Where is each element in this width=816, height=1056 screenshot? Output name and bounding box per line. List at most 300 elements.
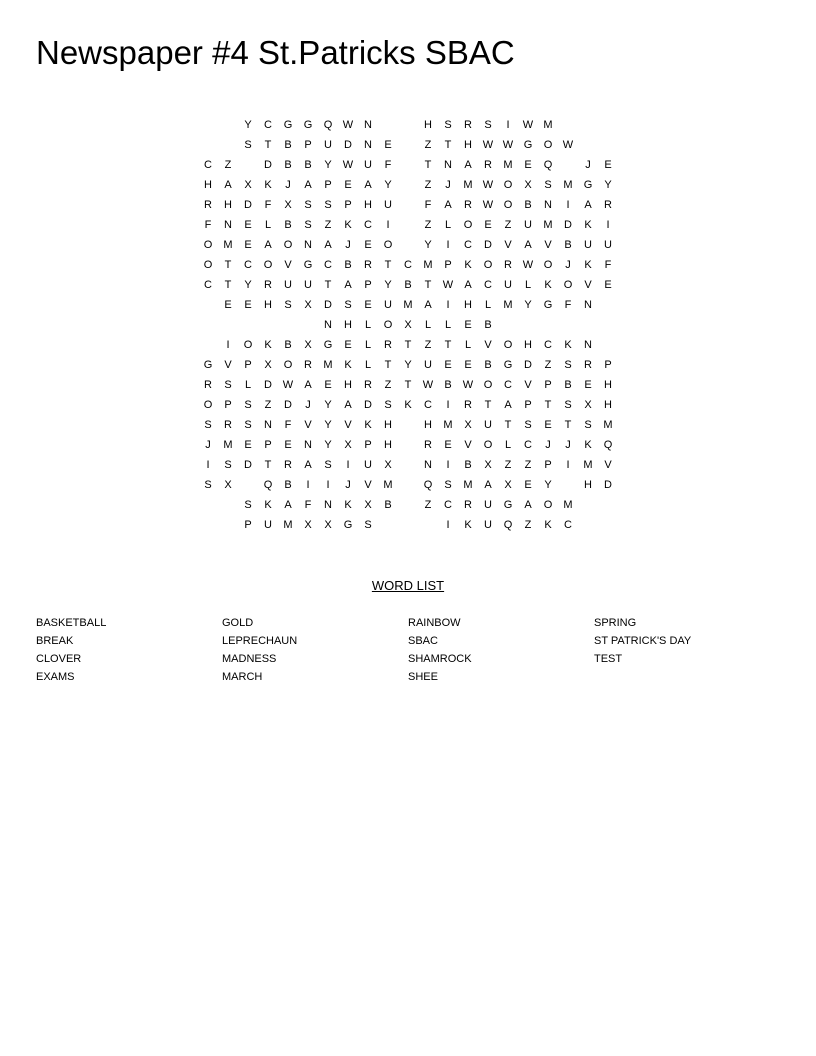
grid-letter: B — [524, 199, 532, 211]
grid-letter: M — [283, 519, 293, 531]
grid-letter — [578, 515, 598, 535]
grid-letter: N — [584, 299, 592, 311]
grid-letter: G — [523, 139, 533, 151]
grid-letter: M — [543, 219, 553, 231]
grid-letter: Y — [324, 399, 332, 411]
grid-letter: Z — [224, 159, 232, 171]
grid-letter: X — [524, 179, 532, 191]
grid-letter: L — [364, 359, 372, 371]
grid-letter: M — [503, 159, 513, 171]
grid-letter: Y — [244, 119, 252, 131]
grid-letter: O — [383, 319, 393, 331]
grid-letter: E — [444, 439, 452, 451]
grid-letter: T — [544, 399, 552, 411]
grid-letter: X — [264, 359, 272, 371]
grid-letter: I — [206, 459, 210, 471]
grid-letter: Q — [603, 439, 613, 451]
grid-letter: H — [384, 439, 392, 451]
grid-letter: A — [284, 499, 292, 511]
grid-letter: P — [364, 439, 372, 451]
grid-letter: M — [583, 459, 593, 471]
word-list-item: BASKETBALL — [36, 617, 107, 629]
grid-letter: G — [283, 119, 293, 131]
grid-letter: F — [424, 199, 432, 211]
grid-letter: T — [224, 259, 232, 271]
grid-letter — [218, 315, 238, 335]
grid-letter: S — [224, 379, 232, 391]
grid-letter: E — [244, 239, 252, 251]
grid-letter: C — [524, 439, 532, 451]
word-list-column — [594, 614, 780, 686]
grid-letter: V — [524, 379, 532, 391]
grid-letter — [538, 315, 558, 335]
grid-letter: U — [324, 139, 332, 151]
grid-letter: I — [446, 399, 450, 411]
grid-letter: J — [305, 399, 311, 411]
grid-letter: K — [584, 439, 592, 451]
grid-letter: L — [264, 219, 272, 231]
grid-letter: K — [544, 279, 552, 291]
grid-letter: H — [204, 179, 212, 191]
grid-row — [198, 475, 618, 495]
grid-letter: U — [484, 499, 492, 511]
grid-letter: W — [282, 379, 294, 391]
grid-letter: T — [324, 279, 332, 291]
grid-letter: W — [442, 279, 454, 291]
grid-letter: G — [303, 119, 313, 131]
grid-row — [198, 195, 618, 215]
grid-letter — [398, 235, 418, 255]
page-title: Newspaper #4 St.Patricks SBAC — [36, 34, 515, 71]
grid-letter: X — [344, 439, 352, 451]
grid-letter: U — [284, 279, 292, 291]
grid-letter: Y — [324, 419, 332, 431]
grid-letter: I — [226, 339, 230, 351]
grid-letter: M — [323, 359, 333, 371]
grid-letter: K — [344, 359, 352, 371]
grid-letter: O — [243, 339, 253, 351]
grid-letter — [498, 315, 518, 335]
grid-letter: B — [484, 359, 492, 371]
grid-letter: Z — [524, 519, 532, 531]
grid-letter: J — [205, 439, 211, 451]
grid-letter: C — [444, 499, 452, 511]
grid-letter: T — [424, 159, 432, 171]
grid-letter: J — [545, 439, 551, 451]
word-list-item: EXAMS — [36, 671, 75, 683]
grid-letter: N — [364, 139, 372, 151]
grid-letter: S — [204, 479, 212, 491]
grid-letter: P — [244, 519, 252, 531]
grid-letter: A — [344, 399, 352, 411]
grid-letter: M — [223, 439, 233, 451]
grid-letter: C — [324, 259, 332, 271]
grid-letter: U — [384, 299, 392, 311]
grid-letter: M — [563, 179, 573, 191]
grid-letter: F — [384, 159, 392, 171]
grid-letter: D — [324, 299, 332, 311]
grid-letter: E — [544, 419, 552, 431]
grid-letter: W — [342, 119, 354, 131]
grid-letter: O — [543, 499, 553, 511]
grid-letter — [518, 315, 538, 335]
grid-letter: Z — [424, 219, 432, 231]
grid-letter: P — [364, 279, 372, 291]
grid-letter — [558, 155, 578, 175]
grid-letter: N — [424, 459, 432, 471]
grid-letter: P — [264, 439, 272, 451]
grid-letter: H — [464, 139, 472, 151]
word-list-item: RAINBOW — [408, 617, 461, 629]
grid-letter: J — [565, 259, 571, 271]
grid-letter: I — [326, 479, 330, 491]
grid-letter: D — [244, 459, 252, 471]
grid-letter: P — [244, 359, 252, 371]
grid-letter: R — [464, 119, 472, 131]
grid-letter: D — [284, 399, 292, 411]
grid-letter: B — [284, 339, 292, 351]
grid-row — [198, 115, 618, 135]
grid-letter: D — [264, 379, 272, 391]
grid-row — [198, 315, 618, 335]
grid-letter: H — [604, 379, 612, 391]
grid-letter — [398, 115, 418, 135]
grid-letter: W — [502, 139, 514, 151]
grid-letter: S — [364, 519, 372, 531]
word-list-item: MADNESS — [222, 653, 277, 665]
grid-letter: U — [484, 519, 492, 531]
grid-letter: L — [464, 339, 472, 351]
grid-letter: X — [244, 179, 252, 191]
grid-letter: C — [264, 119, 272, 131]
grid-letter: W — [482, 179, 494, 191]
grid-letter: R — [384, 339, 392, 351]
grid-letter: T — [404, 339, 412, 351]
grid-letter: M — [223, 239, 233, 251]
grid-letter: K — [464, 519, 472, 531]
word-list-item: CLOVER — [36, 653, 82, 665]
grid-letter: V — [304, 419, 312, 431]
grid-letter: N — [364, 119, 372, 131]
grid-letter: S — [244, 399, 252, 411]
grid-letter: N — [264, 419, 272, 431]
grid-letter: E — [344, 179, 352, 191]
grid-letter: H — [344, 379, 352, 391]
grid-letter: V — [604, 459, 612, 471]
grid-letter: S — [584, 419, 592, 431]
grid-letter: A — [484, 479, 492, 491]
grid-letter: R — [224, 419, 232, 431]
grid-letter: O — [383, 239, 393, 251]
grid-letter: W — [562, 139, 574, 151]
grid-letter: S — [244, 419, 252, 431]
grid-letter: R — [464, 199, 472, 211]
word-list-item: SHEE — [408, 671, 438, 683]
grid-letter — [218, 115, 238, 135]
grid-letter: R — [484, 159, 492, 171]
grid-letter: E — [224, 299, 232, 311]
grid-letter: B — [384, 499, 392, 511]
grid-letter: V — [344, 419, 352, 431]
grid-letter: T — [404, 379, 412, 391]
grid-letter: F — [264, 199, 272, 211]
grid-letter: N — [304, 239, 312, 251]
grid-letter — [558, 475, 578, 495]
grid-letter: M — [503, 299, 513, 311]
word-list-item: SHAMROCK — [408, 653, 472, 665]
grid-letter: R — [424, 439, 432, 451]
grid-letter: I — [566, 199, 570, 211]
grid-letter: H — [224, 199, 232, 211]
grid-letter: L — [444, 219, 452, 231]
grid-letter: Y — [384, 279, 392, 291]
grid-letter: Z — [424, 139, 432, 151]
word-list-column — [222, 614, 408, 686]
grid-letter: Q — [503, 519, 513, 531]
grid-letter: X — [384, 459, 392, 471]
grid-letter: J — [445, 179, 451, 191]
grid-letter: B — [564, 239, 572, 251]
grid-letter: E — [604, 279, 612, 291]
grid-letter: O — [203, 259, 213, 271]
grid-letter: E — [284, 439, 292, 451]
grid-letter: G — [543, 299, 553, 311]
grid-letter: E — [384, 139, 392, 151]
grid-letter: U — [264, 519, 272, 531]
grid-letter — [218, 135, 238, 155]
grid-letter: K — [404, 399, 412, 411]
grid-row — [198, 215, 618, 235]
grid-letter: A — [524, 239, 532, 251]
grid-letter: T — [504, 419, 512, 431]
grid-letter: P — [544, 459, 552, 471]
grid-letter: A — [304, 179, 312, 191]
grid-letter: Z — [524, 459, 532, 471]
grid-letter: N — [324, 499, 332, 511]
grid-letter: Z — [424, 499, 432, 511]
grid-letter: J — [345, 239, 351, 251]
grid-letter: E — [364, 239, 372, 251]
grid-letter: A — [464, 279, 472, 291]
grid-letter: V — [224, 359, 232, 371]
grid-letter — [398, 435, 418, 455]
grid-letter: J — [285, 179, 291, 191]
grid-row — [198, 275, 618, 295]
grid-letter — [558, 115, 578, 135]
grid-letter: R — [604, 199, 612, 211]
grid-letter: L — [364, 339, 372, 351]
grid-letter: R — [464, 399, 472, 411]
grid-letter: P — [304, 139, 312, 151]
grid-letter: F — [564, 299, 572, 311]
grid-letter: H — [424, 419, 432, 431]
grid-letter: N — [224, 219, 232, 231]
grid-letter — [598, 295, 618, 315]
grid-letter: D — [244, 199, 252, 211]
grid-letter: K — [344, 219, 352, 231]
grid-letter: H — [264, 299, 272, 311]
word-list-heading: WORD LIST — [371, 578, 445, 593]
grid-letter: K — [584, 219, 592, 231]
grid-letter: E — [464, 319, 472, 331]
grid-letter — [278, 315, 298, 335]
word-list-column — [36, 614, 222, 686]
grid-letter: Z — [544, 359, 552, 371]
grid-letter: T — [264, 139, 272, 151]
grid-row — [198, 455, 618, 475]
grid-letter: M — [443, 419, 453, 431]
grid-letter: G — [503, 499, 513, 511]
grid-letter: T — [384, 259, 392, 271]
grid-letter — [578, 135, 598, 155]
grid-letter: S — [304, 219, 312, 231]
grid-row — [198, 335, 618, 355]
grid-letter: X — [464, 419, 472, 431]
grid-letter: E — [464, 359, 472, 371]
grid-letter: Z — [324, 219, 332, 231]
word-list-item: ST PATRICK'S DAY — [594, 635, 692, 647]
grid-letter: G — [323, 339, 333, 351]
grid-letter: O — [203, 399, 213, 411]
grid-letter: Z — [264, 399, 272, 411]
grid-letter: A — [364, 179, 372, 191]
grid-letter — [378, 115, 398, 135]
grid-letter: C — [544, 339, 552, 351]
grid-letter: I — [506, 119, 510, 131]
grid-letter: E — [244, 219, 252, 231]
grid-letter: N — [544, 199, 552, 211]
grid-letter: Y — [424, 239, 432, 251]
grid-letter: A — [464, 159, 472, 171]
grid-letter: U — [604, 239, 612, 251]
grid-letter: U — [364, 459, 372, 471]
grid-letter: V — [464, 439, 472, 451]
grid-letter: W — [522, 119, 534, 131]
grid-letter: V — [284, 259, 292, 271]
grid-letter: K — [564, 339, 572, 351]
grid-letter: T — [444, 139, 452, 151]
grid-letter: N — [444, 159, 452, 171]
grid-letter: M — [403, 299, 413, 311]
grid-letter: S — [384, 399, 392, 411]
grid-letter: Z — [424, 179, 432, 191]
grid-letter: D — [364, 399, 372, 411]
grid-letter: H — [424, 119, 432, 131]
grid-letter: T — [444, 339, 452, 351]
grid-letter: H — [584, 479, 592, 491]
grid-letter: I — [446, 459, 450, 471]
grid-letter: I — [606, 219, 610, 231]
grid-letter: S — [564, 359, 572, 371]
grid-letter: I — [386, 219, 390, 231]
grid-letter — [238, 315, 258, 335]
grid-letter: L — [444, 319, 452, 331]
word-list-item: SPRING — [594, 617, 637, 629]
grid-row — [198, 395, 618, 415]
grid-letter: C — [244, 259, 252, 271]
grid-letter: B — [564, 379, 572, 391]
grid-letter: L — [364, 319, 372, 331]
grid-letter — [398, 455, 418, 475]
word-list-item: BREAK — [36, 635, 74, 647]
grid-letter — [378, 515, 398, 535]
grid-letter — [598, 495, 618, 515]
grid-row — [198, 435, 618, 455]
grid-letter: B — [344, 259, 352, 271]
grid-letter: B — [484, 319, 492, 331]
grid-letter: V — [584, 279, 592, 291]
word-list-item: MARCH — [222, 671, 263, 683]
grid-letter: N — [324, 319, 332, 331]
grid-letter: U — [424, 359, 432, 371]
grid-letter: A — [324, 239, 332, 251]
grid-letter — [578, 495, 598, 515]
grid-letter: Y — [604, 179, 612, 191]
grid-letter — [198, 335, 218, 355]
grid-letter — [598, 335, 618, 355]
grid-letter: X — [284, 199, 292, 211]
grid-letter — [598, 315, 618, 335]
grid-letter: O — [543, 139, 553, 151]
grid-letter: C — [484, 279, 492, 291]
grid-letter: J — [565, 439, 571, 451]
word-list-column — [408, 614, 594, 686]
grid-letter: A — [444, 199, 452, 211]
grid-letter: B — [284, 219, 292, 231]
grid-letter: Z — [384, 379, 392, 391]
grid-letter: S — [204, 419, 212, 431]
grid-letter: E — [364, 299, 372, 311]
grid-letter: B — [284, 139, 292, 151]
grid-letter: R — [304, 359, 312, 371]
grid-letter: A — [524, 499, 532, 511]
grid-letter: U — [584, 239, 592, 251]
grid-letter: V — [504, 239, 512, 251]
grid-letter: W — [342, 159, 354, 171]
grid-letter — [398, 195, 418, 215]
grid-letter: S — [524, 419, 532, 431]
word-list-item: SBAC — [408, 635, 438, 647]
grid-letter: V — [484, 339, 492, 351]
grid-row — [198, 135, 618, 155]
grid-letter: P — [604, 359, 612, 371]
grid-letter: X — [304, 519, 312, 531]
grid-letter: K — [264, 499, 272, 511]
grid-letter: U — [384, 199, 392, 211]
grid-letter — [398, 135, 418, 155]
grid-letter: E — [244, 299, 252, 311]
grid-letter: P — [444, 259, 452, 271]
grid-letter: U — [504, 279, 512, 291]
grid-letter: X — [364, 499, 372, 511]
grid-letter: R — [204, 199, 212, 211]
grid-letter: O — [283, 239, 293, 251]
grid-letter — [598, 515, 618, 535]
grid-letter: M — [423, 259, 433, 271]
grid-letter: E — [444, 359, 452, 371]
grid-letter: Y — [324, 439, 332, 451]
grid-letter: T — [564, 419, 572, 431]
grid-letter: Y — [324, 159, 332, 171]
grid-letter: L — [244, 379, 252, 391]
grid-letter: P — [524, 399, 532, 411]
grid-letter: U — [524, 219, 532, 231]
grid-row — [198, 175, 618, 195]
grid-letter — [198, 495, 218, 515]
grid-letter — [418, 515, 438, 535]
grid-letter: K — [544, 519, 552, 531]
grid-letter — [398, 495, 418, 515]
